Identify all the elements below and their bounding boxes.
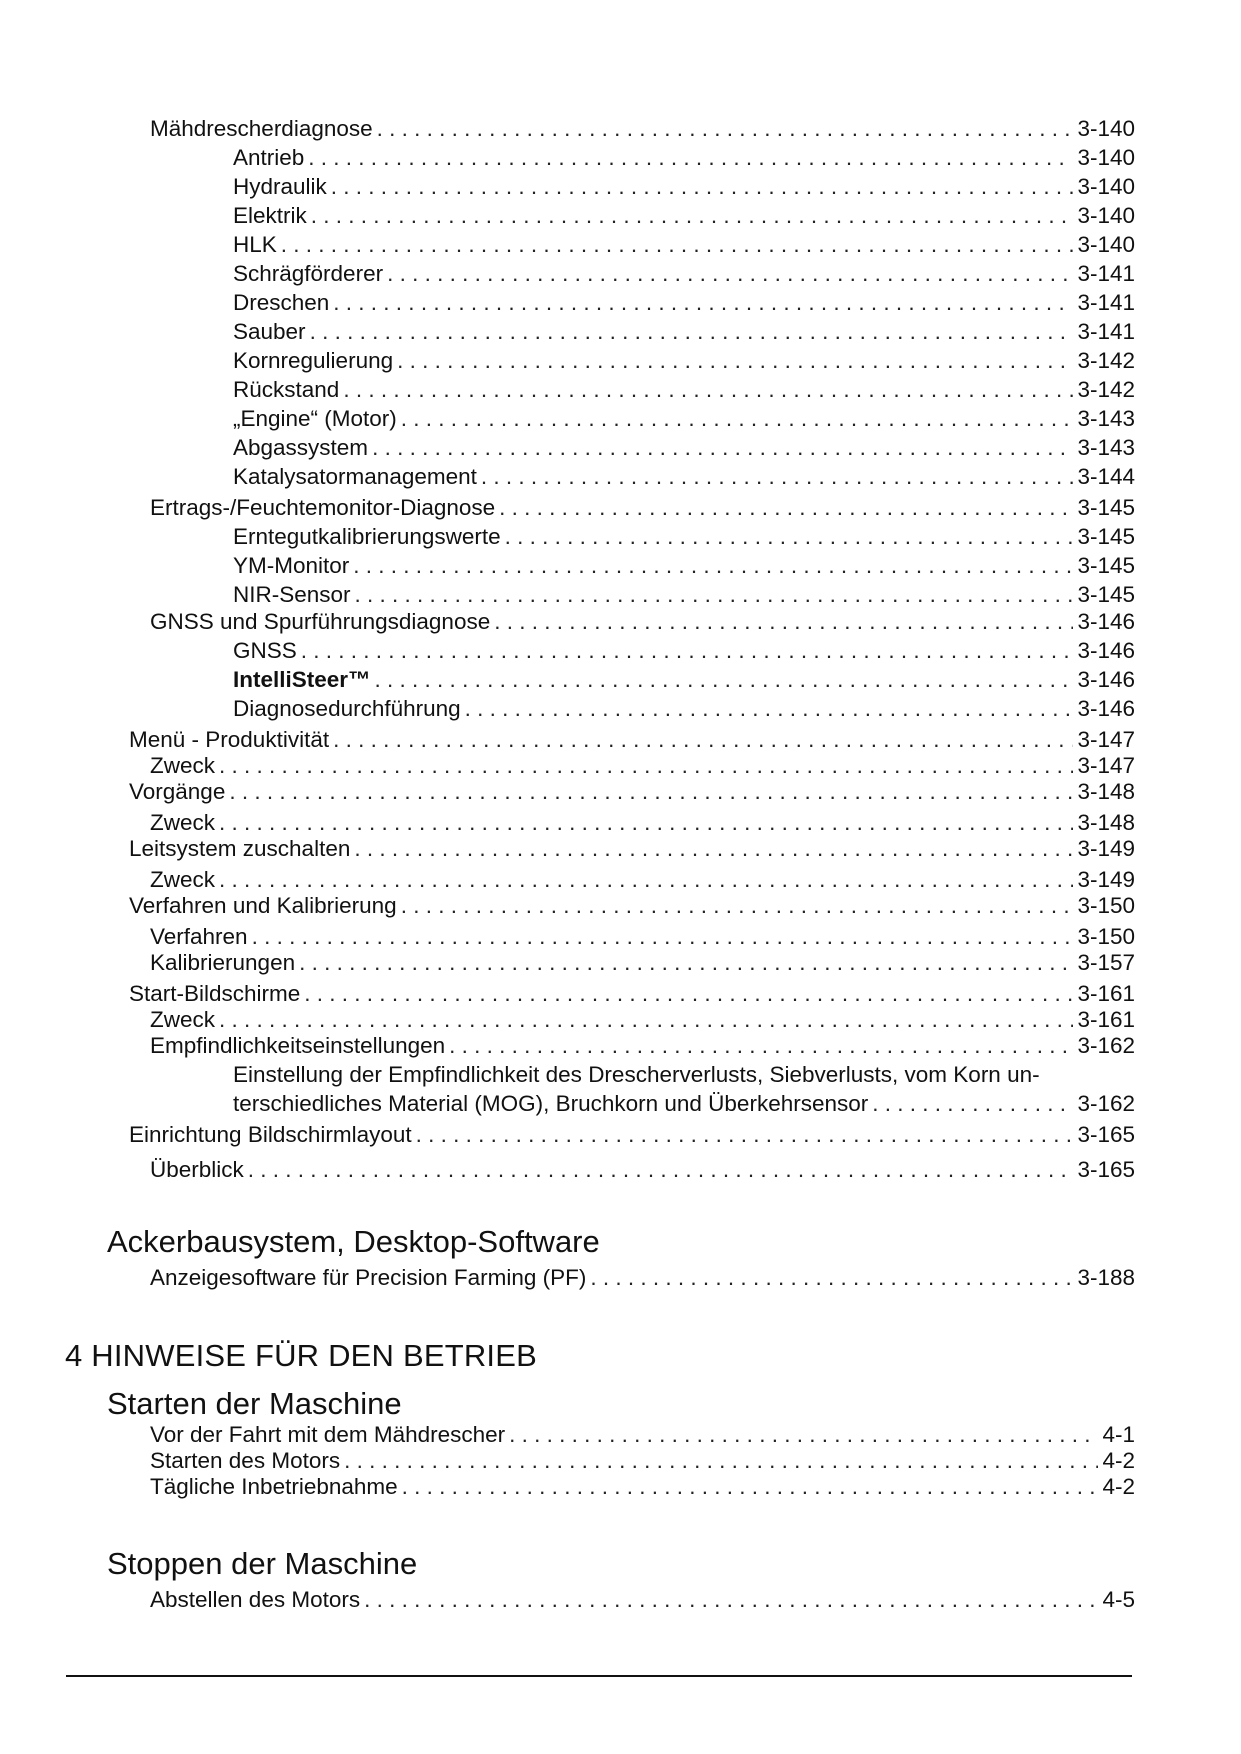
- toc-entry-title: Leitsystem zuschalten: [129, 836, 351, 861]
- dot-leader: [310, 317, 1074, 346]
- toc-entry-title: Katalysatormanagement: [233, 464, 477, 489]
- dot-leader: [509, 1420, 1098, 1449]
- toc-entry[interactable]: [129, 1120, 1135, 1149]
- toc-entry-page: 3-143: [1077, 406, 1135, 431]
- toc-entry-page: 3-143: [1077, 435, 1135, 460]
- toc-entry-page: 3-162: [1077, 1033, 1135, 1058]
- toc-entry-title: Vorgänge: [129, 779, 226, 804]
- toc-entry-page: 3-141: [1077, 290, 1135, 315]
- toc-entry-page: 4-2: [1102, 1474, 1135, 1499]
- toc-entry-page: 3-142: [1077, 377, 1135, 402]
- dot-leader: [311, 201, 1074, 230]
- toc-entry[interactable]: [129, 979, 1135, 1008]
- toc-entry-title: Tägliche Inbetriebnahme: [150, 1474, 398, 1499]
- toc-entry[interactable]: [233, 433, 1135, 462]
- toc-entry-page: 3-145: [1077, 582, 1135, 607]
- dot-leader: [219, 1005, 1073, 1034]
- dot-leader: [401, 891, 1074, 920]
- toc-entry-title: Diagnosedurchführung: [233, 696, 461, 721]
- toc-entry-title: Abstellen des Motors: [150, 1587, 361, 1612]
- toc-entry-title: Menü - Produktivität: [129, 727, 330, 752]
- toc-entry-page: 4-1: [1102, 1422, 1135, 1447]
- toc-entry[interactable]: [233, 317, 1135, 346]
- toc-entry-title: Zweck: [150, 1007, 216, 1032]
- dot-leader: [499, 493, 1073, 522]
- toc-entry-page: 3-141: [1077, 319, 1135, 344]
- toc-entry-title: Kornregulierung: [233, 348, 394, 373]
- toc-entry[interactable]: [129, 834, 1135, 863]
- section-heading: Ackerbausystem, Desktop-Software: [107, 1224, 600, 1259]
- toc-entry-title: Mähdrescherdiagnose: [150, 116, 373, 141]
- dot-leader: [353, 551, 1073, 580]
- dot-leader: [416, 1120, 1074, 1149]
- toc-entry[interactable]: [233, 636, 1135, 665]
- toc-entry[interactable]: [233, 375, 1135, 404]
- toc-entry[interactable]: [150, 1155, 1135, 1184]
- dot-leader: [308, 143, 1073, 172]
- toc-entry-page: 3-140: [1077, 145, 1135, 170]
- toc-entry-page: 3-140: [1077, 203, 1135, 228]
- toc-entry-title: Start-Bildschirme: [129, 981, 301, 1006]
- toc-entry-title: Vor der Fahrt mit dem Mähdrescher: [150, 1422, 506, 1447]
- toc-entry-title: Einrichtung Bildschirmlayout: [129, 1122, 412, 1147]
- toc-entry[interactable]: [150, 751, 1135, 780]
- toc-entry[interactable]: [233, 462, 1135, 491]
- dot-leader: [331, 172, 1074, 201]
- dot-leader: [375, 665, 1074, 694]
- toc-entry-page: 3-145: [1077, 553, 1135, 578]
- toc-entry-title: Kalibrierungen: [150, 950, 296, 975]
- toc-entry-page: 3-140: [1077, 232, 1135, 257]
- toc-entry-title: Ertrags-/Feuchtemonitor-Diagnose: [150, 495, 496, 520]
- toc-entry-title: Erntegutkalibrierungswerte: [233, 524, 501, 549]
- toc-entry-title: Hydraulik: [233, 174, 327, 199]
- toc-entry[interactable]: [233, 404, 1135, 433]
- section-heading: Starten der Maschine: [107, 1386, 402, 1421]
- dot-leader: [364, 1585, 1098, 1614]
- dot-leader: [304, 979, 1073, 1008]
- toc-entry-page: 3-157: [1077, 950, 1135, 975]
- dot-leader: [333, 288, 1073, 317]
- toc-entry-page: 3-165: [1077, 1157, 1135, 1182]
- dot-leader: [397, 346, 1073, 375]
- dot-leader: [387, 259, 1073, 288]
- dot-leader: [248, 1155, 1074, 1184]
- toc-entry-title: Rückstand: [233, 377, 340, 402]
- dot-leader: [505, 522, 1074, 551]
- dot-leader: [344, 1446, 1098, 1475]
- dot-leader: [219, 808, 1073, 837]
- toc-entry[interactable]: [233, 580, 1135, 609]
- toc-entry[interactable]: [150, 1031, 1135, 1060]
- toc-entry[interactable]: [150, 1585, 1135, 1614]
- toc-entry[interactable]: [150, 1005, 1135, 1034]
- toc-entry[interactable]: [233, 201, 1135, 230]
- toc-entry-page: 3-162: [1077, 1091, 1135, 1116]
- toc-entry-title: GNSS: [233, 638, 297, 663]
- dot-leader: [252, 922, 1074, 951]
- toc-entry-page: 3-140: [1077, 116, 1135, 141]
- toc-entry-title: IntelliSteer™: [233, 667, 371, 692]
- toc-entry-page: 3-149: [1077, 836, 1135, 861]
- toc-entry[interactable]: [233, 143, 1135, 172]
- dot-leader: [219, 865, 1073, 894]
- toc-entry[interactable]: [150, 1263, 1135, 1292]
- toc-entry[interactable]: [150, 607, 1135, 636]
- toc-entry[interactable]: [233, 259, 1135, 288]
- toc-entry-title: terschiedliches Material (MOG), Bruchkorn und Überkehrsensor: [233, 1091, 869, 1116]
- toc-entry-page: 3-146: [1077, 696, 1135, 721]
- toc-entry[interactable]: [233, 172, 1135, 201]
- toc-entry[interactable]: [233, 288, 1135, 317]
- toc-entry[interactable]: [233, 1089, 1135, 1118]
- toc-entry-title: Zweck: [150, 753, 216, 778]
- toc-entry-page: 3-149: [1077, 867, 1135, 892]
- dot-leader: [281, 230, 1074, 259]
- toc-entry[interactable]: [150, 114, 1135, 143]
- toc-entry-page: 3-148: [1077, 779, 1135, 804]
- toc-entry-page: 3-150: [1077, 893, 1135, 918]
- toc-entry-title: Abgassystem: [233, 435, 369, 460]
- toc-entry-title: YM-Monitor: [233, 553, 350, 578]
- toc-entry-page: 3-165: [1077, 1122, 1135, 1147]
- dot-leader: [401, 404, 1074, 433]
- dot-leader: [465, 694, 1074, 723]
- toc-entry[interactable]: [233, 230, 1135, 259]
- toc-entry-title: GNSS und Spurführungsdiagnose: [150, 609, 491, 634]
- toc-entry[interactable]: [233, 346, 1135, 375]
- toc-entry[interactable]: [150, 948, 1135, 977]
- toc-entry[interactable]: [150, 865, 1135, 894]
- dot-leader: [372, 433, 1073, 462]
- toc-entry-page: 3-145: [1077, 524, 1135, 549]
- dot-leader: [449, 1031, 1073, 1060]
- toc-entry-page: 3-161: [1077, 1007, 1135, 1032]
- toc-entry-title: „Engine“ (Motor): [233, 406, 397, 431]
- toc-entry-title: Zweck: [150, 867, 216, 892]
- chapter-title: 4 HINWEISE FÜR DEN BETRIEB: [65, 1338, 537, 1373]
- toc-entry-page: 3-146: [1077, 638, 1135, 663]
- toc-entry[interactable]: [129, 891, 1135, 920]
- dot-leader: [494, 607, 1073, 636]
- dot-leader: [301, 636, 1074, 665]
- toc-entry[interactable]: [129, 777, 1135, 806]
- dot-leader: [343, 375, 1073, 404]
- footer-rule: [66, 1675, 1132, 1677]
- toc-entry-title: Anzeigesoftware für Precision Farming (PF): [150, 1265, 587, 1290]
- toc-entry-page: 3-141: [1077, 261, 1135, 286]
- toc-entry-title: Überblick: [150, 1157, 244, 1182]
- dot-leader: [354, 834, 1073, 863]
- toc-entry-page: 3-150: [1077, 924, 1135, 949]
- dot-leader: [402, 1472, 1099, 1501]
- toc-entry[interactable]: [129, 725, 1135, 754]
- toc-entry[interactable]: [233, 665, 1135, 694]
- toc-entry-page: 3-140: [1077, 174, 1135, 199]
- toc-entry-page: 3-146: [1077, 609, 1135, 634]
- section-heading: Stoppen der Maschine: [107, 1546, 418, 1581]
- toc-entry-title: Dreschen: [233, 290, 330, 315]
- toc-entry-page: 3-142: [1077, 348, 1135, 373]
- toc-entry-page: 3-148: [1077, 810, 1135, 835]
- toc-entry-page: 3-147: [1077, 753, 1135, 778]
- toc-entry[interactable]: [150, 493, 1135, 522]
- toc-entry-title: Sauber: [233, 319, 306, 344]
- dot-leader: [355, 580, 1074, 609]
- toc-entry-page: 3-147: [1077, 727, 1135, 752]
- toc-entry-title: Starten des Motors: [150, 1448, 341, 1473]
- toc-entry[interactable]: [233, 694, 1135, 723]
- toc-entry[interactable]: [150, 922, 1135, 951]
- toc-entry-title: Schrägförderer: [233, 261, 384, 286]
- toc-entry-title: Empfindlichkeitseinstellungen: [150, 1033, 446, 1058]
- toc-entry-title: NIR-Sensor: [233, 582, 351, 607]
- toc-entry-page: 3-145: [1077, 495, 1135, 520]
- toc-entry-page: 3-188: [1077, 1265, 1135, 1290]
- toc-entry-page: 3-144: [1077, 464, 1135, 489]
- toc-entry-title: Antrieb: [233, 145, 305, 170]
- dot-leader: [590, 1263, 1073, 1292]
- toc-entry-title: Verfahren und Kalibrierung: [129, 893, 397, 918]
- dot-leader: [872, 1089, 1073, 1118]
- toc-entry[interactable]: [150, 1472, 1135, 1501]
- toc-entry-page: 3-146: [1077, 667, 1135, 692]
- toc-entry[interactable]: [150, 1420, 1135, 1449]
- dot-leader: [377, 114, 1074, 143]
- dot-leader: [229, 777, 1073, 806]
- toc-entry[interactable]: [233, 522, 1135, 551]
- toc-entry-title: Verfahren: [150, 924, 248, 949]
- toc-entry-page: 4-2: [1102, 1448, 1135, 1473]
- toc-entry-title: HLK: [233, 232, 277, 257]
- toc-entry-title: Elektrik: [233, 203, 307, 228]
- toc-entry-page: 3-161: [1077, 981, 1135, 1006]
- dot-leader: [481, 462, 1074, 491]
- toc-entry[interactable]: [150, 1446, 1135, 1475]
- toc-entry-title: Zweck: [150, 810, 216, 835]
- toc-entry[interactable]: [233, 551, 1135, 580]
- toc-entry[interactable]: [150, 808, 1135, 837]
- dot-leader: [219, 751, 1073, 780]
- dot-leader: [333, 725, 1073, 754]
- toc-entry-page: 4-5: [1102, 1587, 1135, 1612]
- toc-entry-multiline-first[interactable]: Einstellung der Empfindlichkeit des Drescherverlusts, Siebverlusts, vom Korn un-: [233, 1062, 1040, 1087]
- dot-leader: [299, 948, 1073, 977]
